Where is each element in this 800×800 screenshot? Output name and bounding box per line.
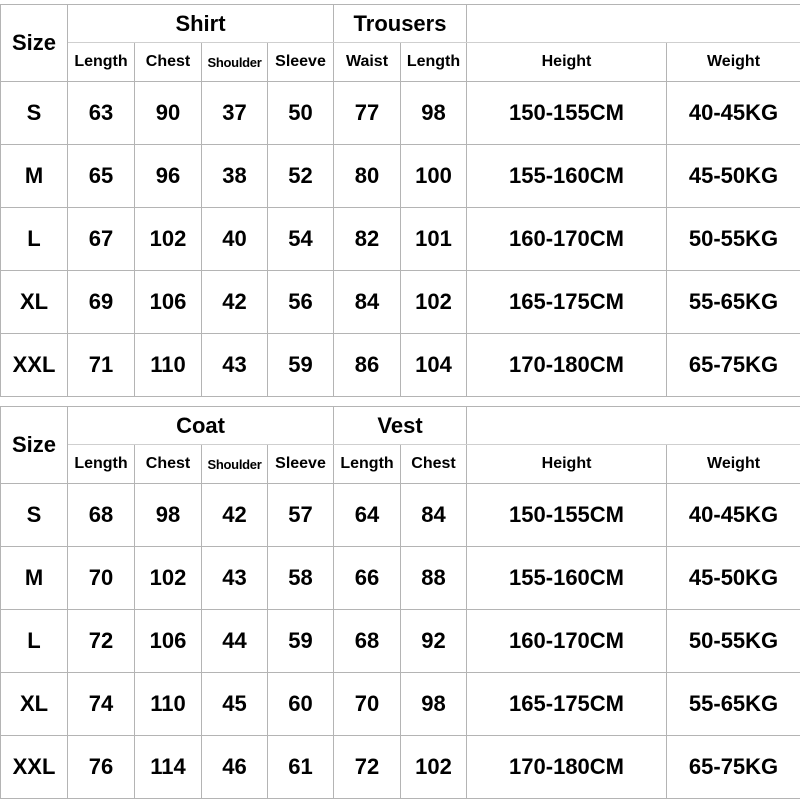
- size-cell: M: [1, 547, 68, 610]
- weight-cell: 40-45KG: [667, 82, 800, 145]
- value-cell: 110: [135, 334, 202, 397]
- value-cell: 98: [401, 82, 467, 145]
- value-cell: 72: [68, 610, 135, 673]
- value-cell: 100: [401, 145, 467, 208]
- value-cell: 37: [202, 82, 268, 145]
- value-cell: 42: [202, 484, 268, 547]
- size-header: Size: [1, 5, 68, 82]
- value-cell: 60: [268, 673, 334, 736]
- value-cell: 98: [401, 673, 467, 736]
- value-cell: 74: [68, 673, 135, 736]
- height-cell: 155-160CM: [467, 547, 667, 610]
- group-header-vest: Vest: [334, 407, 467, 445]
- value-cell: 72: [334, 736, 401, 799]
- value-cell: 86: [334, 334, 401, 397]
- height-cell: 155-160CM: [467, 145, 667, 208]
- table-row: [1, 547, 800, 610]
- value-cell: 101: [401, 208, 467, 271]
- height-cell: 165-175CM: [467, 673, 667, 736]
- weight-cell: 45-50KG: [667, 547, 800, 610]
- value-cell: 98: [135, 484, 202, 547]
- height-cell: 170-180CM: [467, 334, 667, 397]
- col-header: Shoulder: [202, 43, 268, 82]
- value-cell: 90: [135, 82, 202, 145]
- value-cell: 68: [334, 610, 401, 673]
- group-header-shirt: Shirt: [68, 5, 334, 43]
- value-cell: 61: [268, 736, 334, 799]
- value-cell: 102: [135, 208, 202, 271]
- weight-cell: 65-75KG: [667, 334, 800, 397]
- value-cell: 42: [202, 271, 268, 334]
- value-cell: 77: [334, 82, 401, 145]
- value-cell: 104: [401, 334, 467, 397]
- value-cell: 106: [135, 610, 202, 673]
- value-cell: 57: [268, 484, 334, 547]
- value-cell: 102: [135, 547, 202, 610]
- value-cell: 88: [401, 547, 467, 610]
- weight-cell: 40-45KG: [667, 484, 800, 547]
- size-cell: XXL: [1, 334, 68, 397]
- value-cell: 56: [268, 271, 334, 334]
- size-chart-coat-vest: [0, 406, 800, 799]
- value-cell: 110: [135, 673, 202, 736]
- value-cell: 45: [202, 673, 268, 736]
- size-cell: XL: [1, 673, 68, 736]
- value-cell: 84: [334, 271, 401, 334]
- value-cell: 38: [202, 145, 268, 208]
- weight-cell: 50-55KG: [667, 610, 800, 673]
- table-row: [1, 610, 800, 673]
- table-row: [1, 484, 800, 547]
- value-cell: 106: [135, 271, 202, 334]
- col-header: Chest: [401, 445, 467, 484]
- weight-cell: 50-55KG: [667, 208, 800, 271]
- value-cell: 52: [268, 145, 334, 208]
- height-cell: 150-155CM: [467, 82, 667, 145]
- value-cell: 68: [68, 484, 135, 547]
- value-cell: 70: [68, 547, 135, 610]
- table-row: [1, 673, 800, 736]
- value-cell: 59: [268, 334, 334, 397]
- value-cell: 114: [135, 736, 202, 799]
- weight-cell: 55-65KG: [667, 271, 800, 334]
- size-chart-shirt-trousers: [0, 4, 800, 397]
- size-header: Size: [1, 407, 68, 484]
- value-cell: 43: [202, 334, 268, 397]
- weight-cell: 45-50KG: [667, 145, 800, 208]
- weight-cell: 65-75KG: [667, 736, 800, 799]
- value-cell: 67: [68, 208, 135, 271]
- value-cell: 84: [401, 484, 467, 547]
- height-cell: 165-175CM: [467, 271, 667, 334]
- value-cell: 69: [68, 271, 135, 334]
- group-header-coat: Coat: [68, 407, 334, 445]
- height-cell: 150-155CM: [467, 484, 667, 547]
- size-cell: XXL: [1, 736, 68, 799]
- table-row: [1, 271, 800, 334]
- value-cell: 76: [68, 736, 135, 799]
- value-cell: 71: [68, 334, 135, 397]
- value-cell: 58: [268, 547, 334, 610]
- value-cell: 102: [401, 736, 467, 799]
- size-cell: XL: [1, 271, 68, 334]
- height-cell: 160-170CM: [467, 208, 667, 271]
- col-header: Length: [401, 43, 467, 82]
- value-cell: 46: [202, 736, 268, 799]
- group-header-empty: [467, 5, 800, 43]
- value-cell: 66: [334, 547, 401, 610]
- col-header: Height: [467, 445, 667, 484]
- table-row: [1, 145, 800, 208]
- group-header-empty: [467, 407, 800, 445]
- col-header: Length: [68, 445, 135, 484]
- value-cell: 65: [68, 145, 135, 208]
- height-cell: 160-170CM: [467, 610, 667, 673]
- table-row: [1, 736, 800, 799]
- value-cell: 96: [135, 145, 202, 208]
- value-cell: 102: [401, 271, 467, 334]
- value-cell: 63: [68, 82, 135, 145]
- col-header: Waist: [334, 43, 401, 82]
- col-header: Weight: [667, 445, 800, 484]
- size-cell: M: [1, 145, 68, 208]
- value-cell: 92: [401, 610, 467, 673]
- table-row: [1, 208, 800, 271]
- value-cell: 59: [268, 610, 334, 673]
- value-cell: 44: [202, 610, 268, 673]
- col-header: Weight: [667, 43, 800, 82]
- size-cell: S: [1, 484, 68, 547]
- col-header: Chest: [135, 43, 202, 82]
- size-cell: S: [1, 82, 68, 145]
- value-cell: 50: [268, 82, 334, 145]
- height-cell: 170-180CM: [467, 736, 667, 799]
- col-header: Sleeve: [268, 43, 334, 82]
- table-row: [1, 334, 800, 397]
- group-header-trousers: Trousers: [334, 5, 467, 43]
- size-table: [0, 4, 800, 397]
- col-header: Length: [68, 43, 135, 82]
- size-table: [0, 406, 800, 799]
- size-cell: L: [1, 610, 68, 673]
- col-header: Shoulder: [202, 445, 268, 484]
- value-cell: 82: [334, 208, 401, 271]
- value-cell: 64: [334, 484, 401, 547]
- value-cell: 43: [202, 547, 268, 610]
- col-header: Length: [334, 445, 401, 484]
- col-header: Chest: [135, 445, 202, 484]
- table-row: [1, 82, 800, 145]
- value-cell: 54: [268, 208, 334, 271]
- col-header: Sleeve: [268, 445, 334, 484]
- value-cell: 70: [334, 673, 401, 736]
- col-header: Height: [467, 43, 667, 82]
- size-cell: L: [1, 208, 68, 271]
- weight-cell: 55-65KG: [667, 673, 800, 736]
- value-cell: 80: [334, 145, 401, 208]
- value-cell: 40: [202, 208, 268, 271]
